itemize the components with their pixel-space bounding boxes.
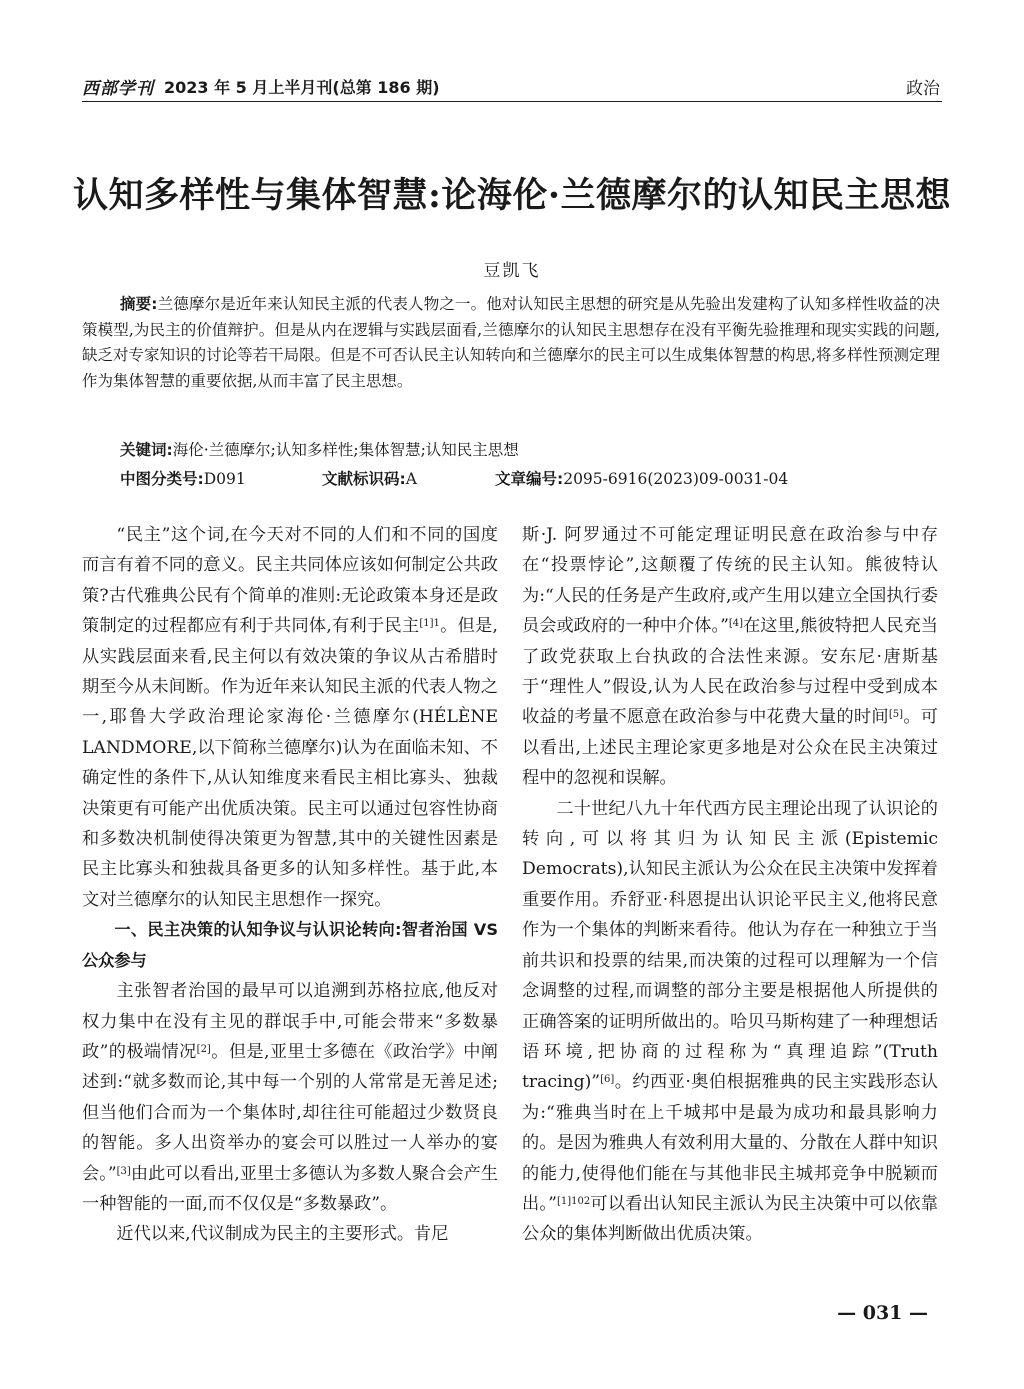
paragraph-text: 。约西亚·奥伯根据雅典的民主实践形态认为:“雅典当时在上千城邦中是最为成功和最具影响力的。是因为雅典人有效利用大量的、分散在人群中知识的能力,使得他们能在与其他非民主城邦竞争中脱颖而出。” [522, 1072, 938, 1214]
paragraph [522, 794, 938, 1250]
article-label: 文章编号: [495, 470, 564, 488]
keywords-label: 关键词: [120, 441, 173, 459]
doc-label: 文献标识码: [322, 470, 406, 488]
abstract [82, 292, 940, 394]
paragraph-text: 。但是,从实践层面来看,民主何以有效决策的争议从古希腊时期至今从未间断。作为近年来认知民主派的代表人物之一,耶鲁大学政治理论家海伦·兰德摩尔(HÉLÈNE LANDMORE,以下简称兰德摩尔)认为在面临未知、不确定性的条件下,从认知维度来看民主相比寡头、独裁决策更有可能产出优质决策。民主可以通过包容性协商和多数决机制使得决策更为智慧,其中的关键性因素是民主比寡头和独裁具备更多的认知多样性。基于此,本文对兰德摩尔的认知民主思想作一探究。 [82, 616, 499, 910]
paragraph-text: 。可以看出,上述民主理论家更多地是对公众在民主决策过程中的忽视和误解。 [522, 707, 938, 789]
article-value: 2095-6916(2023)09-0031-04 [563, 470, 789, 488]
journal-logo: 西部学刊 [82, 79, 154, 99]
clc-value: D091 [203, 470, 246, 488]
citation: [1]1 [419, 618, 440, 630]
section-name: 政治 [906, 79, 940, 99]
classification-row [120, 467, 940, 491]
document-code [322, 467, 417, 489]
paragraph-text: “民主”这个词,在今天对不同的人们和不同的国度而言有着不同的意义。民主共同体应该如何制定公共政策?古代雅典公民有个简单的准则:无论政策本身还是政策制定的过程都应有利于共同体,有利于民主 [82, 525, 498, 637]
citation: [5] [888, 709, 904, 721]
author-name: 豆凯飞 [483, 261, 541, 281]
clc-label: 中图分类号: [120, 470, 204, 488]
citation: [3] [116, 1165, 131, 1177]
paragraph [82, 976, 498, 1219]
header-rule [82, 101, 942, 102]
paragraph-text: 可以看出认知民主派认为民主决策中可以依靠公众的集体判断做出优质决策。 [522, 1193, 938, 1245]
article-title: 认知多样性与集体智慧:论海伦·兰德摩尔的认知民主思想 [72, 175, 952, 216]
citation: [1]102 [556, 1195, 591, 1207]
clc-number [120, 467, 246, 489]
paragraph-text: 由此可以看出,亚里士多德认为多数人聚合会产生一种智能的一面,而不仅仅是“多数暴政”。 [82, 1163, 499, 1214]
page-number: — 031 — [837, 1302, 928, 1324]
doc-value: A [405, 470, 417, 488]
paragraph-text: 主张智者治国的最早可以追溯到苏格拉底,他反对权力集中在没有主见的群氓手中,可能会带来“多数暴政”的极端情况 [82, 981, 498, 1062]
citation: [6] [600, 1074, 615, 1086]
paragraph-text: 斯·J. 阿罗通过不可能定理证明民意在政治参与中存在“投票悖论”,这颠覆了传统的民主认知。熊彼特认为:“人民的任务是产生政府,或产生用以建立全国执行委员会或政府的一种中介体。” [522, 525, 938, 637]
journal-issue: 2023 年 5 月上半月刊(总第 186 期) [164, 78, 440, 97]
paragraph [522, 520, 938, 794]
section-heading: 一、民主决策的认知争议与认识论转向:智者治国 VS 公众参与 [82, 920, 498, 970]
keywords [120, 438, 940, 460]
paragraph [82, 520, 498, 915]
keywords-text: 海伦·兰德摩尔;认知多样性;集体智慧;认知民主思想 [172, 441, 519, 459]
body-column-left [82, 520, 498, 1250]
paragraph-text: 在这里,熊彼特把人民充当了政党获取上台执政的合法性来源。安东尼·唐斯基于“理性人”假设,认为人民在政治参与过程中受到成本收益的考量不愿意在政治参与中花费大量的时间 [522, 616, 938, 728]
body-column-right [522, 520, 938, 1250]
paragraph-text: 二十世纪八九十年代西方民主理论出现了认识论的转向,可以将其归为认知民主派(Epistemic Democrats),认知民主派认为公众在民主决策中发挥着重要作用。乔舒亚·科恩提出认识论平民主义,他将民意作为一个集体的判断来看待。他认为存在一种独立于当前共识和投票的结果,而决策的过程可以理解为一个信念调整的过程,而调整的部分主要是根据他人所提供的正确答案的证明所做出的。哈贝马斯构建了一种理想话语环境,把协商的过程称为“真理追踪”(Truth tracing)” [522, 798, 938, 1093]
citation: [4] [728, 618, 744, 630]
paragraph: 近代以来,代议制成为民主的主要形式。肯尼 [116, 1224, 449, 1245]
abstract-text: 兰德摩尔是近年来认知民主派的代表人物之一。他对认知民主思想的研究是从先验出发建构了认知多样性收益的决策模型,为民主的价值辩护。但是从内在逻辑与实践层面看,兰德摩尔的认知民主思想存在没有平衡先验推理和现实实践的问题,缺乏对专家知识的讨论等若干局限。但是不可否认民主认知转向和兰德摩尔的民主可以生成集体智慧的构思,将多样性预测定理作为集体智慧的重要依据,从而丰富了民主思想。 [82, 295, 940, 390]
article-number [495, 467, 788, 489]
citation: [2] [196, 1043, 211, 1055]
abstract-label: 摘要: [120, 295, 158, 313]
running-header [82, 72, 942, 98]
paragraph-text: 。但是,亚里士多德在《政治学》中阐述到:“就多数而论,其中每一个别的人常常是无善足述;但当他们合而为一个集体时,却往往可能超过少数贤良的智能。多人出资举办的宴会可以胜过一人举办的宴会。” [82, 1041, 498, 1184]
